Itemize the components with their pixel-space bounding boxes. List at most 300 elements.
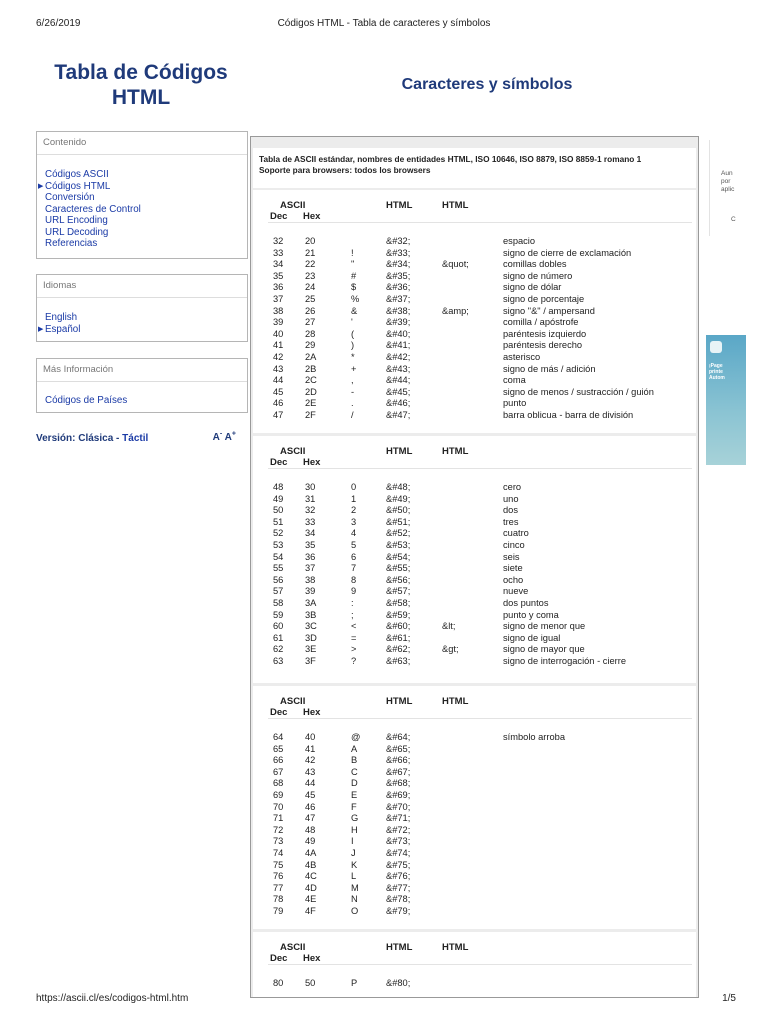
column-header-ascii: ASCII [280, 200, 306, 211]
cell-dec: 32 [273, 236, 284, 246]
cell-desc: signo de cierre de exclamación [503, 247, 632, 258]
cell-num: &#49; [386, 493, 411, 504]
cell-sym: 0 [351, 482, 357, 492]
column-header-html2: HTML [442, 942, 469, 953]
cell-desc: uno [503, 493, 519, 504]
cell-dec: 65 [273, 743, 284, 754]
cell-hex: 20 [305, 236, 316, 246]
mas-info-links [37, 382, 247, 411]
active-arrow-icon: ▶ [38, 182, 44, 190]
cell-hex: 4D [305, 882, 317, 893]
cell-dec: 69 [273, 790, 284, 800]
mas-info-box [36, 358, 248, 413]
cell-dec: 39 [273, 317, 284, 328]
cell-hex: 28 [305, 328, 316, 339]
cell-hex: 45 [305, 790, 316, 800]
column-header-html2: HTML [442, 696, 469, 707]
cell-hex: 49 [305, 836, 316, 847]
cell-sym: E [351, 790, 358, 800]
cell-dec: 53 [273, 540, 284, 550]
cell-hex: 48 [305, 824, 316, 835]
link-label: Caracteres de Control [45, 203, 141, 215]
header-divider [268, 222, 692, 223]
cell-desc: cuatro [503, 528, 529, 539]
cell-hex: 46 [305, 801, 316, 812]
column-header-html2: HTML [442, 200, 469, 211]
nav-link-2[interactable] [45, 192, 247, 204]
cell-sym: $ [351, 282, 357, 293]
cell-hex: 24 [305, 282, 316, 293]
link-label: Códigos HTML [45, 180, 111, 192]
cell-num: &#63; [386, 656, 411, 666]
cell-num: &#55; [386, 563, 411, 574]
link-label: Conversión [45, 192, 95, 203]
column-header-ascii: ASCII [280, 696, 306, 707]
cell-sym: L [351, 871, 357, 882]
site-title-line1: Tabla de Códigos [54, 61, 228, 84]
cell-sym: ) [351, 340, 355, 351]
cell-dec: 33 [273, 247, 284, 258]
cell-desc: tres [503, 516, 519, 527]
cell-dec: 72 [273, 824, 284, 835]
cell-dec: 76 [273, 871, 284, 882]
cell-dec: 75 [273, 859, 284, 870]
column-header-hex: Hex [303, 953, 321, 964]
cell-dec: 78 [273, 894, 284, 905]
cell-num: &#68; [386, 778, 411, 789]
ad-text: ¡Page printe Autom [709, 363, 725, 381]
cell-desc: signo de menor que [503, 621, 586, 632]
cell-hex: 47 [305, 813, 316, 824]
cell-sym: ' [351, 317, 353, 328]
cell-num: &#48; [386, 482, 411, 492]
cell-desc: signo de igual [503, 632, 561, 643]
cell-hex: 26 [305, 305, 316, 316]
cell-hex: 50 [305, 978, 316, 988]
cell-dec: 48 [273, 482, 284, 492]
contenido-title: Contenido [37, 132, 247, 155]
cell-hex: 42 [305, 755, 316, 766]
cell-hex: 31 [305, 493, 316, 504]
cell-dec: 55 [273, 563, 284, 574]
cell-desc: comillas dobles [503, 259, 567, 270]
cell-dec: 74 [273, 848, 284, 858]
cell-sym: : [351, 598, 354, 608]
cell-sym: ; [351, 609, 354, 620]
cell-hex: 4F [305, 906, 316, 916]
cell-hex: 3A [305, 598, 317, 608]
cell-dec: 43 [273, 363, 284, 374]
cell-hex: 23 [305, 270, 316, 281]
cell-dec: 35 [273, 270, 284, 281]
cell-desc: signo de interrogación - cierre [503, 656, 626, 666]
cell-num: &#67; [386, 766, 411, 777]
cell-num: &#58; [386, 598, 411, 608]
link-label: Referencias [45, 238, 98, 249]
cell-desc: siete [503, 563, 523, 574]
cell-sym: , [351, 375, 354, 386]
contenido-box [36, 131, 248, 259]
cell-sym: 1 [351, 493, 357, 504]
header-divider [268, 964, 692, 965]
cell-dec: 37 [273, 294, 284, 304]
cell-dec: 44 [273, 375, 284, 386]
cell-hex: 38 [305, 574, 316, 585]
cell-desc: símbolo arroba [503, 732, 566, 742]
cell-hex: 30 [305, 482, 316, 492]
ascii-table-section [253, 190, 696, 433]
cell-num: &#71; [386, 813, 411, 824]
nav-link-1[interactable] [38, 180, 247, 193]
cell-sym: 7 [351, 563, 357, 574]
cell-dec: 62 [273, 644, 284, 655]
cell-name: &gt; [442, 644, 459, 655]
cell-sym: N [351, 894, 358, 905]
cell-desc: signo de más / adición [503, 363, 596, 374]
cell-hex: 27 [305, 317, 316, 328]
font-increase-button[interactable]: A+ [224, 431, 236, 444]
nav-link-0[interactable] [45, 169, 247, 181]
cell-num: &#57; [386, 586, 411, 597]
tactil-link[interactable]: Táctil [122, 433, 149, 444]
cell-hex: 3B [305, 609, 317, 620]
cell-sym: P [351, 978, 358, 988]
cell-hex: 4B [305, 859, 317, 870]
link-label: Español [45, 323, 81, 335]
cell-desc: comilla / apóstrofe [503, 317, 579, 328]
intro-box [253, 148, 696, 188]
header-divider [268, 468, 692, 469]
cell-desc: signo "&" / ampersand [503, 305, 595, 316]
cell-num: &#44; [386, 375, 411, 386]
site-title [36, 60, 246, 110]
cell-sym: # [351, 270, 357, 281]
cell-dec: 60 [273, 621, 284, 632]
nav-link-3[interactable] [45, 204, 247, 216]
cell-sym: C [351, 766, 358, 777]
main-content [250, 136, 699, 998]
mas-info-title: Más Información [37, 359, 247, 382]
cell-num: &#66; [386, 755, 411, 766]
ad-logo-icon [710, 341, 722, 353]
cell-dec: 47 [273, 410, 284, 420]
cell-num: &#62; [386, 644, 411, 655]
cell-sym: 5 [351, 540, 357, 550]
cell-hex: 2E [305, 398, 317, 409]
cell-hex: 3D [305, 632, 317, 643]
cell-desc: signo de porcentaje [503, 294, 585, 304]
cell-dec: 61 [273, 632, 284, 643]
cell-sym: ? [351, 656, 357, 666]
cell-sym: H [351, 824, 358, 835]
column-header-ascii: ASCII [280, 942, 306, 953]
cell-dec: 54 [273, 551, 284, 562]
cell-dec: 45 [273, 386, 284, 397]
cell-hex: 44 [305, 778, 316, 789]
cell-num: &#36; [386, 282, 411, 293]
cell-dec: 79 [273, 906, 284, 916]
cell-desc: paréntesis derecho [503, 340, 583, 351]
print-url: https://ascii.cl/es/codigos-html.htm [36, 993, 189, 1004]
link-label: English [45, 312, 78, 323]
cell-num: &#73; [386, 836, 411, 847]
print-date: 6/26/2019 [36, 18, 81, 29]
cell-num: &#53; [386, 540, 411, 550]
cell-dec: 50 [273, 505, 284, 516]
ascii-table-section [253, 686, 696, 929]
cell-num: &#35; [386, 270, 411, 281]
cell-desc: barra oblicua - barra de división [503, 410, 634, 420]
cell-dec: 63 [273, 656, 284, 666]
cell-hex: 2C [305, 375, 317, 386]
cell-num: &#34; [386, 259, 411, 270]
cell-sym: D [351, 778, 358, 789]
cell-desc: signo de número [503, 270, 573, 281]
cell-hex: 3C [305, 621, 317, 632]
cell-sym: ( [351, 328, 355, 339]
cell-hex: 22 [305, 259, 316, 270]
cell-hex: 3F [305, 656, 316, 666]
column-header-ascii: ASCII [280, 446, 306, 457]
cell-num: &#64; [386, 732, 411, 742]
cell-sym: O [351, 906, 359, 916]
cell-num: &#77; [386, 882, 411, 893]
column-header-dec: Dec [270, 211, 288, 222]
column-header-hex: Hex [303, 211, 321, 222]
language-link-1[interactable] [38, 323, 247, 336]
intro-line1: Tabla de ASCII estándar, nombres de entidades HTML, ISO 10646, ISO 8879, ISO 8859-1 romano 1 [259, 154, 642, 164]
cell-desc: nueve [503, 586, 529, 597]
cell-num: &#37; [386, 294, 411, 304]
print-title: Códigos HTML - Tabla de caracteres y símbolos [277, 18, 491, 29]
cell-hex: 4A [305, 848, 317, 858]
column-header-dec: Dec [270, 953, 288, 964]
cell-sym: 6 [351, 551, 357, 562]
cell-dec: 46 [273, 398, 284, 409]
cell-desc: cero [503, 482, 522, 492]
cell-hex: 2B [305, 363, 317, 374]
cell-dec: 77 [273, 882, 284, 893]
column-header-html1: HTML [386, 696, 413, 707]
cell-sym: F [351, 801, 357, 812]
cell-hex: 34 [305, 528, 316, 539]
active-arrow-icon: ▶ [38, 325, 44, 333]
idiomas-links [37, 298, 247, 339]
cell-num: &#61; [386, 632, 411, 643]
cell-num: &#60; [386, 621, 411, 632]
cell-desc: asterisco [503, 352, 541, 362]
more-info-link-0[interactable] [45, 395, 247, 407]
cell-sym: / [351, 410, 354, 420]
cell-dec: 34 [273, 259, 284, 270]
cell-num: &#50; [386, 505, 411, 516]
cell-num: &#38; [386, 305, 411, 316]
page-subtitle: Caracteres y símbolos [401, 76, 573, 93]
cell-num: &#52; [386, 528, 411, 539]
cell-hex: 29 [305, 340, 316, 351]
column-header-html2: HTML [442, 446, 469, 457]
column-header-dec: Dec [270, 707, 288, 718]
cell-dec: 42 [273, 352, 284, 362]
column-header-html1: HTML [386, 446, 413, 457]
nav-link-5[interactable] [45, 227, 247, 239]
cell-dec: 80 [273, 978, 284, 988]
cell-dec: 68 [273, 778, 284, 789]
cell-dec: 38 [273, 305, 284, 316]
cell-dec: 52 [273, 528, 284, 539]
language-link-0[interactable] [45, 312, 247, 324]
cell-num: &#42; [386, 352, 411, 362]
cell-hex: 39 [305, 586, 316, 597]
cell-desc: espacio [503, 236, 536, 246]
cell-num: &#78; [386, 894, 411, 905]
cell-hex: 35 [305, 540, 316, 550]
column-header-dec: Dec [270, 457, 288, 468]
cell-dec: 41 [273, 340, 284, 351]
cell-num: &#75; [386, 859, 411, 870]
font-size-controls [213, 431, 236, 443]
link-label: Códigos de Países [45, 395, 128, 406]
cell-hex: 33 [305, 516, 316, 527]
cell-sym: % [351, 294, 360, 304]
cell-num: &#56; [386, 574, 411, 585]
cell-desc: ocho [503, 574, 524, 585]
right-panel [709, 140, 768, 236]
nav-link-4[interactable] [45, 215, 247, 227]
cell-dec: 70 [273, 801, 284, 812]
cell-hex: 3E [305, 644, 317, 655]
cell-name: &lt; [442, 621, 456, 632]
cell-num: &#45; [386, 386, 411, 397]
cell-hex: 21 [305, 247, 316, 258]
cell-num: &#59; [386, 609, 411, 620]
cell-dec: 56 [273, 574, 284, 585]
cell-num: &#41; [386, 340, 411, 351]
cell-hex: 25 [305, 294, 316, 304]
cell-dec: 64 [273, 732, 284, 742]
cell-name: &amp; [442, 305, 469, 316]
cell-dec: 49 [273, 493, 284, 504]
cell-desc: signo de menos / sustracción / guión [503, 386, 654, 397]
cell-sym: A [351, 743, 358, 754]
cell-sym: 9 [351, 586, 357, 597]
idiomas-box [36, 274, 248, 342]
cell-sym: @ [351, 732, 361, 742]
cell-hex: 41 [305, 743, 316, 754]
cell-desc: dos [503, 505, 518, 516]
column-header-html1: HTML [386, 200, 413, 211]
cell-sym: = [351, 632, 357, 643]
cell-sym: " [351, 259, 355, 270]
cell-dec: 66 [273, 755, 284, 766]
cell-dec: 57 [273, 586, 284, 597]
link-label: URL Decoding [45, 226, 109, 238]
cell-num: &#72; [386, 824, 411, 835]
cell-num: &#46; [386, 398, 411, 409]
cell-sym: 4 [351, 528, 357, 539]
cell-num: &#54; [386, 551, 411, 562]
font-decrease-button[interactable]: A- [212, 431, 223, 444]
cell-sym: 2 [351, 505, 357, 516]
cell-desc: signo de mayor que [503, 644, 585, 655]
cell-sym: > [351, 644, 357, 655]
version-bar [36, 433, 246, 444]
cell-num: &#43; [386, 363, 411, 374]
intro-line2: Soporte para browsers: todos los browsers [259, 165, 431, 175]
site-title-line2: HTML [111, 86, 171, 109]
right-panel-text: Aun por aplic C [721, 170, 736, 223]
ad-banner[interactable] [706, 335, 746, 465]
cell-sym: + [351, 363, 357, 374]
cell-num: &#51; [386, 516, 411, 527]
cell-sym: K [351, 859, 358, 870]
column-header-hex: Hex [303, 707, 321, 718]
cell-num: &#39; [386, 317, 411, 328]
print-page-number: 1/5 [722, 993, 736, 1004]
cell-num: &#65; [386, 743, 411, 754]
cell-dec: 51 [273, 516, 284, 527]
cell-dec: 67 [273, 766, 284, 777]
cell-desc: dos puntos [503, 598, 549, 608]
nav-link-6[interactable] [45, 238, 247, 250]
cell-dec: 71 [273, 813, 284, 824]
cell-dec: 40 [273, 328, 284, 339]
cell-num: &#80; [386, 978, 411, 988]
cell-dec: 59 [273, 609, 284, 620]
cell-sym: . [351, 398, 354, 409]
cell-num: &#70; [386, 801, 411, 812]
cell-desc: seis [503, 551, 520, 562]
cell-sym: M [351, 882, 359, 893]
cell-sym: 3 [351, 516, 357, 527]
cell-sym: < [351, 621, 357, 632]
cell-dec: 58 [273, 598, 284, 608]
cell-desc: paréntesis izquierdo [503, 328, 587, 339]
cell-hex: 37 [305, 563, 316, 574]
link-label: Códigos ASCII [45, 169, 109, 180]
header-divider [268, 718, 692, 719]
cell-hex: 4C [305, 871, 317, 882]
cell-num: &#32; [386, 236, 411, 246]
cell-desc: punto [503, 398, 527, 409]
contenido-links [37, 155, 247, 254]
cell-hex: 36 [305, 551, 316, 562]
cell-sym: G [351, 813, 359, 824]
main-content-inner [253, 139, 696, 997]
cell-sym: ! [351, 247, 354, 258]
cell-hex: 2F [305, 410, 316, 420]
cell-sym: * [351, 352, 355, 362]
ascii-table-section [253, 932, 696, 997]
column-header-html1: HTML [386, 942, 413, 953]
cell-num: &#69; [386, 790, 411, 800]
column-header-hex: Hex [303, 457, 321, 468]
cell-sym: I [351, 836, 354, 847]
cell-num: &#74; [386, 848, 411, 858]
cell-num: &#76; [386, 871, 411, 882]
cell-num: &#79; [386, 906, 411, 916]
cell-sym: - [351, 386, 355, 397]
cell-hex: 40 [305, 732, 316, 742]
cell-desc: cinco [503, 540, 525, 550]
cell-hex: 2A [305, 352, 317, 362]
cell-num: &#47; [386, 410, 411, 420]
cell-desc: coma [503, 375, 526, 386]
cell-hex: 4E [305, 894, 317, 905]
version-label: Versión: Clásica - [36, 433, 123, 444]
cell-sym: J [351, 848, 356, 858]
cell-sym: 8 [351, 574, 357, 585]
